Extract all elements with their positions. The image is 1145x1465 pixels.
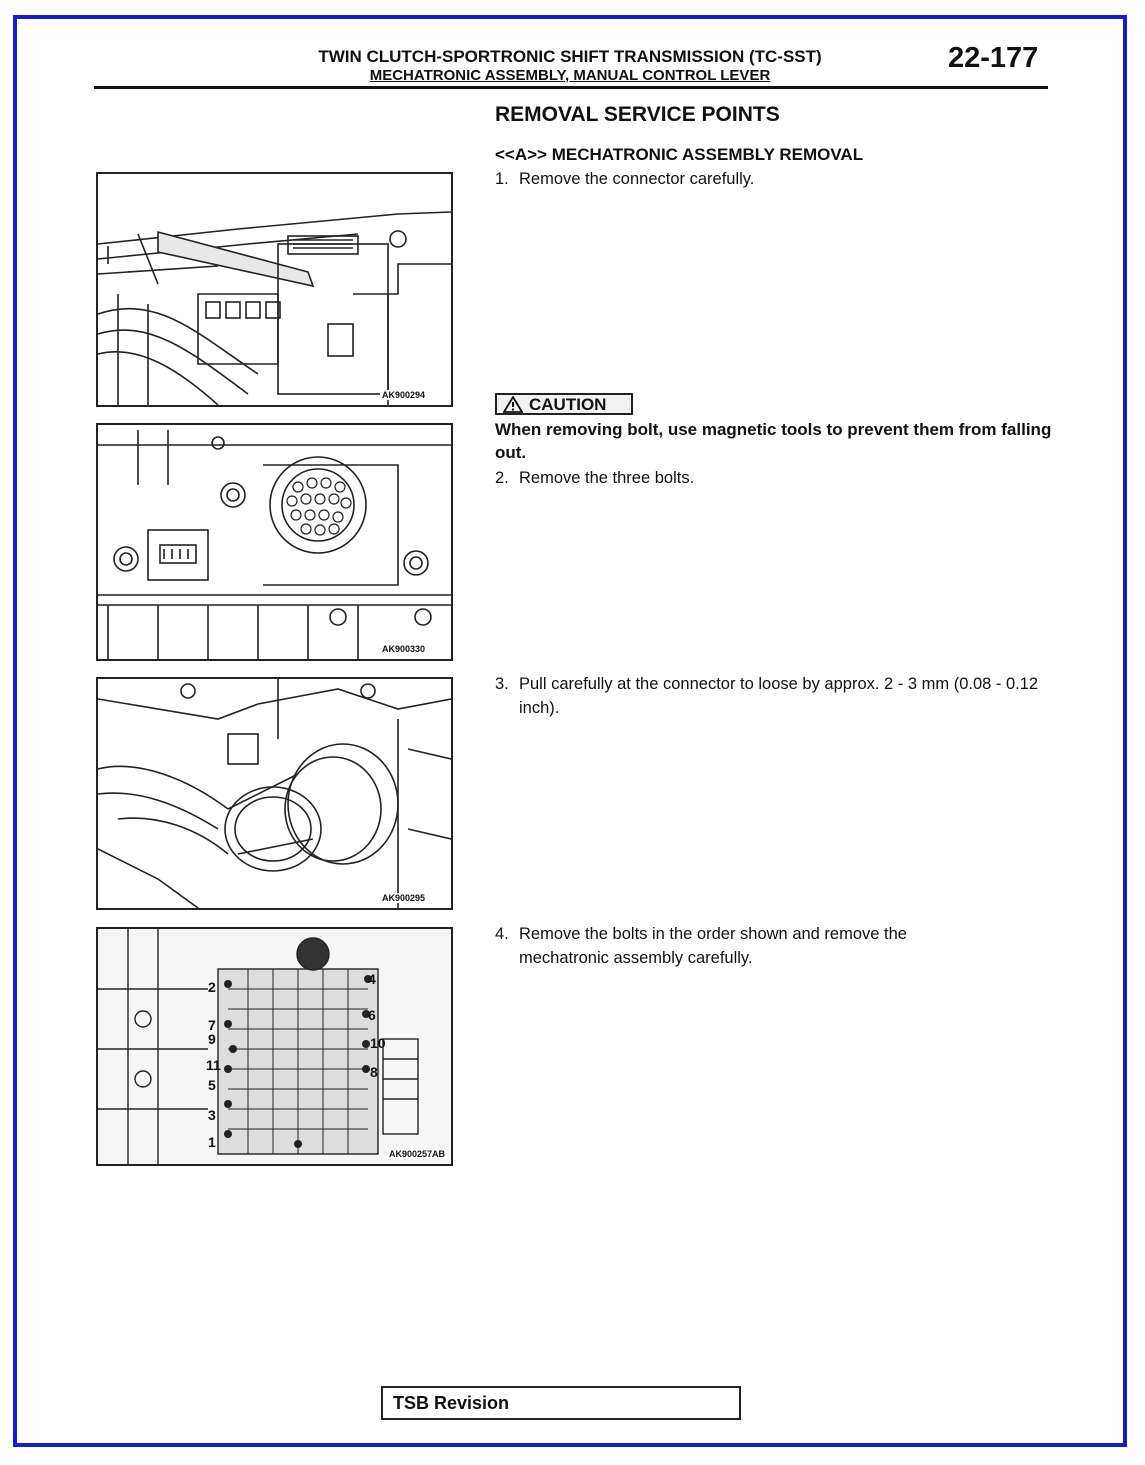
caution-text: When removing bolt, use magnetic tools to prevent them from falling out. (495, 420, 1052, 462)
bolt-label-3: 3 (208, 1107, 216, 1123)
header-subtitle: MECHATRONIC ASSEMBLY, MANUAL CONTROL LEVER (369, 67, 771, 84)
page-number: 22-177 (948, 42, 1039, 74)
caution-badge (495, 393, 633, 415)
step-text: Remove the bolts in the order shown and remove the mechatronic assembly carefully. (519, 925, 907, 967)
connector-illustration (98, 174, 451, 405)
figure-pull-connector (96, 677, 453, 910)
bolt-label-7: 7 (208, 1017, 216, 1033)
step-text: Remove the connector carefully. (519, 170, 755, 188)
bolt-label-5: 5 (208, 1077, 216, 1093)
header-title: TWIN CLUTCH-SPORTRONIC SHIFT TRANSMISSION (TC-SST) (318, 47, 822, 66)
step-text: Remove the three bolts. (519, 469, 695, 487)
step-3 (495, 672, 1040, 720)
subsection-title: <<A>> MECHATRONIC ASSEMBLY REMOVAL (495, 145, 864, 164)
bolt-label-10: 10 (370, 1035, 386, 1051)
tsb-revision-box: TSB Revision (381, 1386, 741, 1420)
figure-bolt-order (96, 927, 453, 1166)
step-number: 4. (495, 925, 509, 943)
pull-connector-illustration (98, 679, 451, 908)
step-4 (495, 922, 995, 970)
step-number: 3. (495, 675, 509, 693)
figure-code: AK900257AB (388, 1149, 445, 1159)
figure-connector-removal (96, 172, 453, 407)
mechatronic-illustration (98, 929, 451, 1164)
bolt-label-11: 11 (206, 1057, 221, 1073)
figure-code: AK900295 (381, 893, 425, 903)
caution-label: CAUTION (529, 395, 607, 414)
figure-code: AK900294 (381, 390, 425, 400)
step-text: Pull carefully at the connector to loose by approx. 2 - 3 mm (0.08 - 0.12 inch). (519, 675, 1039, 717)
bolt-label-6: 6 (368, 1007, 376, 1023)
step-2 (495, 466, 1055, 490)
bolt-label-2: 2 (208, 979, 216, 995)
header-rule (94, 86, 1048, 89)
bolts-illustration (98, 425, 451, 659)
step-1 (495, 167, 1055, 191)
bolt-label-4: 4 (368, 971, 376, 987)
figure-three-bolts (96, 423, 453, 661)
step-number: 2. (495, 469, 509, 487)
figure-code: AK900330 (381, 644, 425, 654)
section-title: REMOVAL SERVICE POINTS (495, 103, 780, 126)
bolt-label-8: 8 (370, 1064, 378, 1080)
bolt-label-9: 9 (208, 1031, 216, 1047)
bolt-label-1: 1 (208, 1134, 216, 1150)
step-number: 1. (495, 170, 509, 188)
warning-icon (503, 396, 523, 413)
